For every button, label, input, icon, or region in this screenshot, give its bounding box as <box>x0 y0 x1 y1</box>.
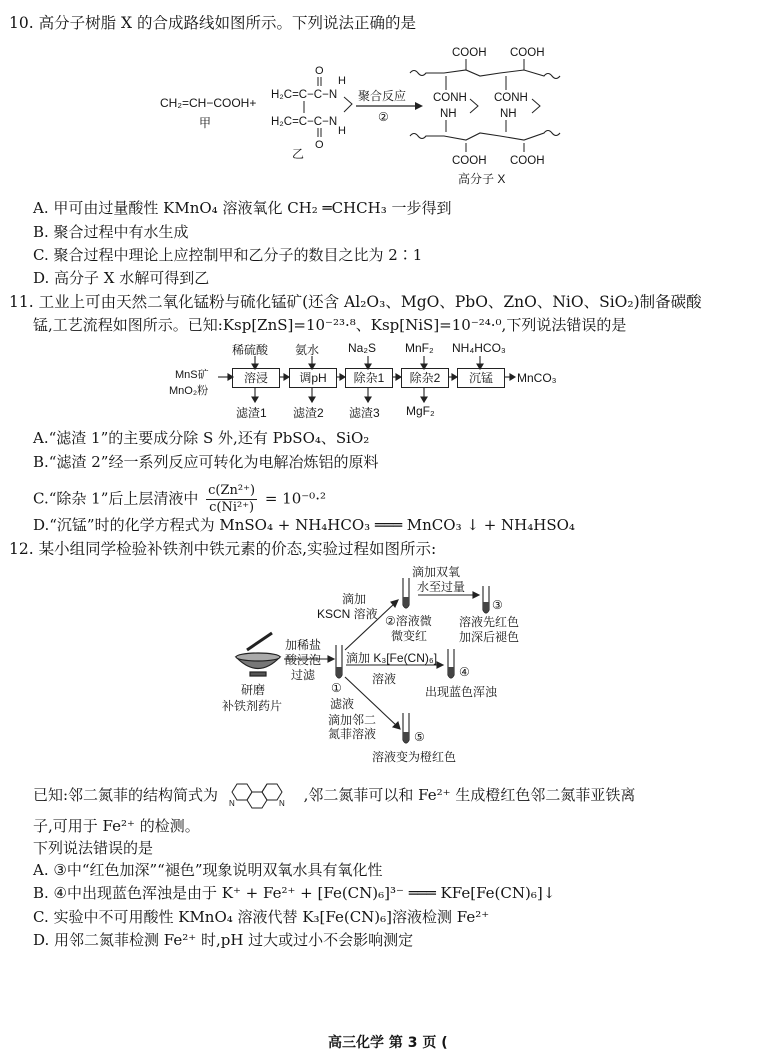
tube-4-desc: 出现蓝色浑浊 <box>425 685 498 699</box>
known-1b: ,邻二氮菲可以和 Fe²⁺ 生成橙红色邻二氮菲亚铁离 <box>303 786 636 804</box>
grind-label: 研磨 <box>241 683 266 697</box>
p-conh-2: CONH <box>494 92 528 104</box>
q10-option-c[interactable]: C. 聚合过程中理论上应控制甲和乙分子的数目之比为 2∶1 <box>33 246 423 264</box>
q12-stem: 12. 某小组同学检验补铁剂中铁元素的价态,实验过程如图所示: <box>9 540 437 558</box>
q11-option-b[interactable]: B.“滤渣 2”经一系列反应可转化为电解冶炼铝的原料 <box>33 453 379 471</box>
q12-known-line1 <box>33 780 635 812</box>
q12-known-line2: 子,可用于 Fe²⁺ 的检测。 <box>33 817 200 835</box>
step-4: 除杂2 <box>401 368 449 388</box>
known-1a: 已知:邻二氮菲的结构简式为 <box>33 786 219 804</box>
kscn-label-2: KSCN 溶液 <box>317 607 378 621</box>
q12-ask: 下列说法错误的是 <box>33 839 154 857</box>
test-tube-1 <box>336 645 342 678</box>
q10-option-d[interactable]: D. 高分子 X 水解可得到乙 <box>33 269 210 287</box>
residue-3: 滤渣3 <box>349 406 380 420</box>
q10-option-b[interactable]: B. 聚合过程中有水生成 <box>33 223 189 241</box>
acid-label-1: 加稀盐 <box>285 638 322 652</box>
oxo-lower: O <box>315 139 324 151</box>
p-cooh-1: COOH <box>452 47 487 59</box>
mortar-icon <box>236 633 280 676</box>
q10-stem: 10. 高分子树脂 X 的合成路线如图所示。下列说法正确的是 <box>9 14 416 32</box>
step-2: 调pH <box>289 368 337 388</box>
phenanthroline-structure-icon <box>225 780 297 812</box>
q11-option-c[interactable] <box>33 483 326 516</box>
input-mno2: MnO₂粉 <box>169 385 209 397</box>
reagent-4: MnF₂ <box>405 341 434 355</box>
label-b: 乙 <box>292 147 305 161</box>
reagent-1: 稀硫酸 <box>232 343 269 357</box>
svg-text:N: N <box>278 799 285 808</box>
q11-option-c-suffix: = 10⁻⁰·² <box>264 489 326 508</box>
test-tube-5 <box>403 713 409 743</box>
tube-5-label: ⑤ <box>414 730 425 744</box>
q11-stem-line1: 11. 工业上可由天然二氧化锰粉与硫化锰矿(还含 Al₂O₃、MgO、PbO、ZnO、NiO、SiO₂)制备碳酸 <box>9 293 702 311</box>
test-tube-3 <box>483 586 489 613</box>
b-lower-h: H <box>338 125 346 137</box>
oxo-upper: O <box>315 65 324 77</box>
q12-option-d[interactable]: D. 用邻二氮菲检测 Fe²⁺ 时,pH 过大或过小不会影响测定 <box>33 931 414 949</box>
q12-option-a[interactable]: A. ③中“红色加深”“褪色”现象说明双氧水具有氧化性 <box>33 861 383 879</box>
q11-option-c-fraction <box>206 483 257 516</box>
tube-2-desc: 微变红 <box>391 629 428 643</box>
tube-5-desc: 溶液变为橙红色 <box>372 750 457 764</box>
b-lower-chain: H₂C=C−C−N <box>271 116 338 128</box>
filter-label: 过滤 <box>291 668 316 682</box>
h2o2-label-1: 滴加双氧 <box>412 565 461 579</box>
b-upper-h: H <box>338 75 346 87</box>
q10-reaction-diagram <box>0 0 769 200</box>
q12-option-c[interactable]: C. 实验中不可用酸性 KMnO₄ 溶液代替 K₃[Fe(CN)₆]溶液检测 Fe²⁺ <box>33 908 490 926</box>
arrow-bottom-label: ② <box>378 110 389 124</box>
input-mns: MnS矿 <box>175 369 209 381</box>
p-cooh-4: COOH <box>510 155 545 167</box>
reagent-5: NH₄HCO₃ <box>452 341 506 355</box>
filtrate-label: 滤液 <box>330 697 355 711</box>
test-tube-4 <box>448 649 454 678</box>
page-footer: 高三化学 第 3 页 ( <box>328 1035 448 1051</box>
p-conh-1: CONH <box>433 92 467 104</box>
tube-4-label: ④ <box>459 665 470 679</box>
k3-label-2: 溶液 <box>372 672 397 686</box>
p-cooh-2: COOH <box>510 47 545 59</box>
residue-1: 滤渣1 <box>236 406 267 420</box>
acid-label-2: 酸浸泡 <box>285 653 322 667</box>
flow-arrows <box>0 330 769 420</box>
svg-text:N: N <box>228 799 235 808</box>
k3-label: 滴加 K₃[Fe(CN)₆] <box>346 651 438 665</box>
tube-1-label: ① <box>331 681 342 695</box>
tube-3-desc-2: 加深后褪色 <box>459 630 520 644</box>
fraction-denominator: c(Ni²⁺) <box>209 500 255 515</box>
p-nh-1: NH <box>440 108 457 120</box>
q12-option-b[interactable]: B. ④中出现蓝色浑浊是由于 K⁺ + Fe²⁺ + [Fe(CN)₆]³⁻ ═══ KFe[Fe(CN)₆]↓ <box>33 884 556 902</box>
fraction-numerator: c(Zn²⁺) <box>208 483 256 498</box>
h2o2-label-2: 水至过量 <box>417 580 466 594</box>
label-a: 甲 <box>199 116 212 130</box>
phen-label-2: 氮菲溶液 <box>328 727 377 741</box>
residue-2: 滤渣2 <box>293 406 324 420</box>
phen-label-1: 滴加邻二 <box>328 713 377 727</box>
p-nh-2: NH <box>500 108 517 120</box>
product-mnco3: MnCO₃ <box>517 371 557 385</box>
q11-option-d[interactable]: D.“沉锰”时的化学方程式为 MnSO₄ + NH₄HCO₃ ═══ MnCO₃ ↓ + NH₄HSO₄ <box>33 516 575 534</box>
q10-option-a[interactable]: A. 甲可由过量酸性 KMnO₄ 溶液氧化 CH₂ ═CHCH₃ 一步得到 <box>33 199 452 217</box>
residue-4: MgF₂ <box>406 404 435 418</box>
test-tube-2 <box>403 578 409 608</box>
tablet-label: 补铁剂药片 <box>222 699 283 713</box>
reactant-a: CH₂=CH−COOH+ <box>160 96 257 110</box>
q11-stem-line2: 锰,工艺流程如图所示。已知:Ksp[ZnS]=10⁻²³·⁸、Ksp[NiS]=10⁻²⁴·⁰,下列说法错误的是 <box>33 316 627 334</box>
arrow-top-label: 聚合反应 <box>358 89 407 103</box>
step-1: 溶浸 <box>232 368 280 388</box>
q11-option-a[interactable]: A.“滤渣 1”的主要成分除 S 外,还有 PbSO₄、SiO₂ <box>33 429 370 447</box>
product-label: 高分子 X <box>458 172 506 186</box>
step-3: 除杂1 <box>345 368 393 388</box>
p-cooh-3: COOH <box>452 155 487 167</box>
kscn-label-1: 滴加 <box>342 592 367 606</box>
q11-option-c-prefix: C.“除杂 1”后上层清液中 <box>33 489 199 508</box>
tube-3-label: ③ <box>492 598 503 612</box>
b-upper-chain: H₂C=C−C−N <box>271 89 338 101</box>
tube-3-desc-1: 溶液先红色 <box>459 615 520 629</box>
step-5: 沉锰 <box>457 368 505 388</box>
tube-2-label: ②溶液微 <box>385 614 432 628</box>
reagent-2: 氨水 <box>295 343 320 357</box>
reagent-3: Na₂S <box>348 341 377 355</box>
